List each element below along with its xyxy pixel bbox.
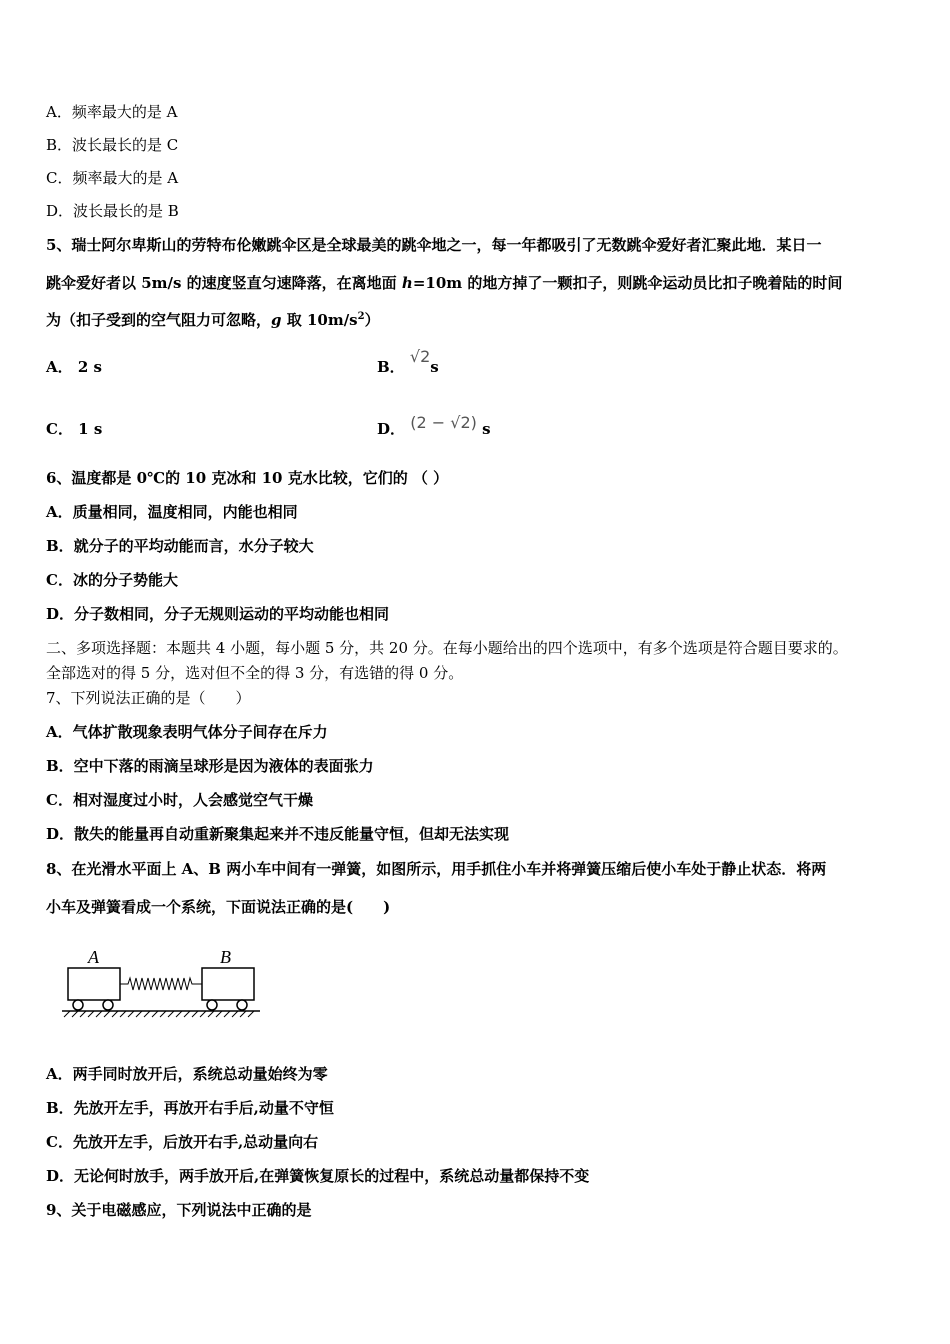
q5-var-g: g	[271, 311, 282, 329]
q5-stem-line2	[46, 273, 842, 293]
q5-var-h: h	[401, 274, 413, 292]
cart-a-body	[68, 968, 120, 1000]
q5-option-d	[377, 413, 491, 439]
q5-text: ）	[364, 311, 380, 329]
q4-option-a: A．频率最大的是 A	[46, 103, 178, 121]
q8-stem-line1: 8、在光滑水平面上 A、B 两小车中间有一弹簧，如图所示，用手抓住小车并将弹簧压缩后使小车处于静止状态．将两	[46, 860, 827, 878]
q5-option-b-unit: s	[430, 358, 439, 376]
q8-option-c: C．先放开左手，后放开右手,总动量向右	[46, 1133, 319, 1151]
cart-b-wheel-left	[207, 1000, 217, 1010]
q4-option-c: C．频率最大的是 A	[46, 169, 179, 187]
ground-hatching	[64, 1011, 254, 1017]
q7-option-a: A．气体扩散现象表明气体分子间存在斥力	[46, 723, 328, 741]
q8-carts-spring-figure	[58, 944, 264, 1022]
spring	[120, 978, 202, 990]
cart-b-label: B	[220, 947, 231, 967]
q5-text: 为（扣子受到的空气阻力可忽略，	[46, 311, 272, 329]
q5-option-a: A． 2 s	[46, 358, 102, 376]
cart-a-wheel-left	[73, 1000, 83, 1010]
cart-b-body	[202, 968, 254, 1000]
cart-a-wheel-right	[103, 1000, 113, 1010]
q8-option-d: D．无论何时放手，两手放开后,在弹簧恢复原长的过程中，系统总动量都保持不变	[46, 1167, 590, 1185]
section2-header-line2: 全部选对的得 5 分，选对但不全的得 3 分，有选错的得 0 分。	[46, 664, 464, 682]
q9-stem: 9、关于电磁感应，下列说法中正确的是	[46, 1201, 312, 1219]
cart-b-wheel-right	[237, 1000, 247, 1010]
q5-stem-line3	[46, 310, 380, 330]
q5-option-b	[377, 347, 439, 377]
q4-option-b: B．波长最长的是 C	[46, 136, 179, 154]
q5-text: 跳伞爱好者以 5m/s 的速度竖直匀速降落，在离地面	[46, 274, 402, 292]
q5-stem-line1: 5、瑞士阿尔卑斯山的劳特布伦嫩跳伞区是全球最美的跳伞地之一，每一年都吸引了无数跳伞爱好者汇聚此地．某日一	[46, 236, 822, 254]
q6-stem: 6、温度都是 0℃的 10 克冰和 10 克水比较，它们的 （ ）	[46, 469, 449, 487]
cart-a-label: A	[88, 947, 99, 967]
q5-text: =10m 的地方掉了一颗扣子，则跳伞运动员比扣子晚着陆的时间	[412, 274, 843, 292]
q5-option-b-label: B．	[377, 358, 405, 376]
q5-exponent: 2	[357, 311, 365, 322]
section2-header-line1: 二、多项选择题：本题共 4 小题，每小题 5 分，共 20 分。在每小题给出的四个选项中，有多个选项是符合题目要求的。	[46, 639, 848, 657]
q6-option-b: B．就分子的平均动能而言，水分子较大	[46, 537, 314, 555]
q4-option-d: D．波长最长的是 B	[46, 202, 179, 220]
q6-option-a: A．质量相同，温度相同，内能也相同	[46, 503, 298, 521]
q6-option-c: C．冰的分子势能大	[46, 571, 178, 589]
q6-option-d: D．分子数相同，分子无规则运动的平均动能也相同	[46, 605, 390, 623]
q8-stem-line2: 小车及弹簧看成一个系统，下面说法正确的是( )	[46, 898, 391, 916]
q5-text: 取 10m/s	[281, 311, 358, 329]
q5-option-b-formula: √2	[409, 347, 431, 366]
q7-option-b: B．空中下落的雨滴呈球形是因为液体的表面张力	[46, 757, 374, 775]
q5-option-d-formula: (2 − √2)	[410, 413, 477, 432]
q7-stem: 7、下列说法正确的是（ ）	[46, 689, 251, 707]
q5-option-d-unit: s	[482, 420, 491, 438]
q5-option-d-label: D．	[377, 420, 406, 438]
q7-option-c: C．相对湿度过小时，人会感觉空气干燥	[46, 791, 313, 809]
q8-option-b: B．先放开左手，再放开右手后,动量不守恒	[46, 1099, 334, 1117]
q7-option-d: D．散失的能量再自动重新聚集起来并不违反能量守恒，但却无法实现	[46, 825, 510, 843]
q8-option-a: A．两手同时放开后，系统总动量始终为零	[46, 1065, 328, 1083]
q5-option-c: C． 1 s	[46, 420, 103, 438]
